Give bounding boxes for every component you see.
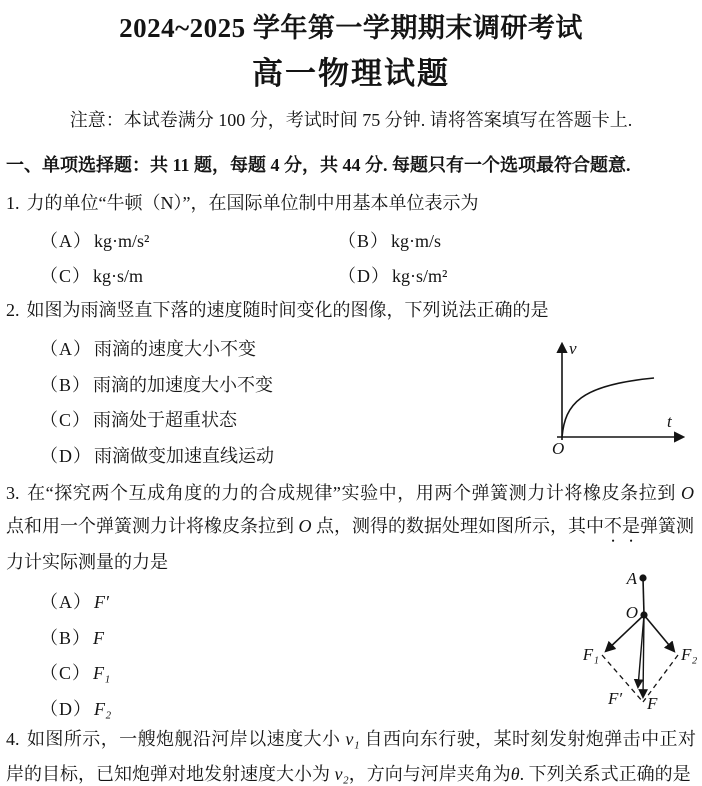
question-3-number: 3. — [6, 483, 20, 503]
point-o-label: O — [625, 603, 638, 622]
option-2d-label: （D） — [40, 445, 92, 466]
force-f1-label: F₁ — [583, 645, 599, 664]
point-o-reference: O — [681, 483, 694, 503]
section-header: 一、单项选择题：共 11 题，每题 4 分，共 44 分. 每题只有一个选项最符合题意. — [6, 155, 631, 175]
question-3-segment: 在“探究两个互成角度的力的合成规律”实验中，用两个弹簧测力计将橡皮条拉到 — [26, 483, 681, 503]
option-1b — [338, 229, 696, 253]
point-o-reference: O — [298, 515, 312, 536]
option-1b-label: （B） — [338, 231, 390, 251]
force-f-label: F — [647, 694, 658, 713]
question-2-number: 2. — [6, 300, 20, 320]
option-1a-label: （A） — [40, 231, 92, 251]
emphasized-not-phrase: 不是 — [604, 515, 640, 536]
question-1-number: 1. — [6, 193, 20, 213]
question-2-text — [6, 297, 696, 323]
question-1-text — [6, 190, 696, 216]
force-f2-arrow — [644, 615, 674, 651]
exam-notice: 注意：本试卷满分 100 分，考试时间 75 分钟. 请将答案填写在答题卡上. — [69, 110, 633, 130]
option-2d-value: 雨滴做变加速直线运动 — [94, 445, 274, 466]
question-1-options — [6, 229, 696, 288]
string-segment — [643, 578, 644, 615]
question-4-number: 4. — [6, 729, 20, 749]
question-4-segment: 如图所示，一艘炮舰沿河岸以速度大小 — [26, 729, 346, 749]
question-1-stem: 力的单位“牛顿（N）”，在国际单位制中用基本单位表示为 — [26, 193, 479, 213]
option-1c — [40, 264, 338, 288]
option-2b-label: （B） — [40, 374, 92, 395]
option-1a — [40, 229, 338, 253]
option-1d-value: kg·s/m² — [392, 266, 448, 286]
theta-symbol: θ — [510, 764, 520, 784]
question-3-segment: 点和用一个弹簧测力计将橡皮条拉到 — [6, 515, 299, 536]
question-4-segment: ，方向与河岸夹角为 — [348, 764, 511, 784]
option-1a-value: kg·m/s² — [94, 231, 150, 251]
force-f2-label: F₂ — [681, 645, 698, 664]
force-fprime-label: F′ — [607, 689, 623, 708]
option-3a-label: （A） — [40, 592, 92, 612]
velocity-curve — [562, 378, 654, 437]
option-1c-value: kg·s/m — [93, 266, 144, 286]
option-1c-label: （C） — [40, 266, 92, 286]
exam-title: 2024~2025 学年第一学期期末调研考试 — [119, 13, 583, 43]
option-2c-label: （C） — [40, 410, 92, 430]
option-2c-value: 雨滴处于超重状态 — [93, 410, 238, 430]
point-a-label: A — [626, 569, 637, 588]
question-3-segment: 弹簧测力计实际测量的力是 — [6, 515, 694, 572]
force-diagram — [583, 556, 702, 716]
velocity-time-graph — [547, 332, 697, 462]
option-3d-value: F₂ — [94, 698, 112, 719]
velocity-v2-symbol: v₂ — [334, 764, 349, 784]
option-3d-label: （D） — [40, 698, 92, 719]
option-1d-label: （D） — [338, 266, 390, 286]
question-3-segment: 点，测得的数据处理如图所示，其中 — [311, 515, 604, 536]
velocity-v1-symbol: v₁ — [345, 729, 360, 749]
point-a-dot — [639, 574, 646, 581]
exam-subtitle: 高一物理试题 — [252, 56, 450, 91]
option-3b-value: F — [93, 627, 105, 648]
option-3b-label: （B） — [40, 627, 92, 648]
question-1 — [6, 190, 696, 288]
option-1d — [338, 264, 696, 288]
question-2-stem: 如图为雨滴竖直下落的速度随时间变化的图像，下列说法正确的是 — [26, 300, 549, 320]
option-3c-label: （C） — [40, 663, 92, 683]
force-f-arrow — [643, 615, 644, 697]
origin-label: O — [552, 439, 565, 458]
option-1b-value: kg·m/s — [391, 231, 442, 251]
question-4-segment: 自西向东行驶，某时刻发射炮弹击中正对岸的目标，已知炮弹对地发射速度大小为 — [6, 729, 696, 784]
option-2a-label: （A） — [40, 339, 92, 359]
option-3c-value: F₁ — [93, 663, 111, 683]
v-axis-label: v — [569, 339, 577, 358]
option-3a-value: F′ — [94, 592, 109, 612]
question-4-segment: . 下列关系式正确的是 — [519, 764, 691, 784]
option-2b-value: 雨滴的加速度大小不变 — [93, 374, 274, 395]
question-4 — [6, 722, 696, 786]
question-4-text — [6, 722, 696, 786]
t-axis-label: t — [667, 412, 672, 431]
option-2a-value: 雨滴的速度大小不变 — [94, 339, 256, 359]
